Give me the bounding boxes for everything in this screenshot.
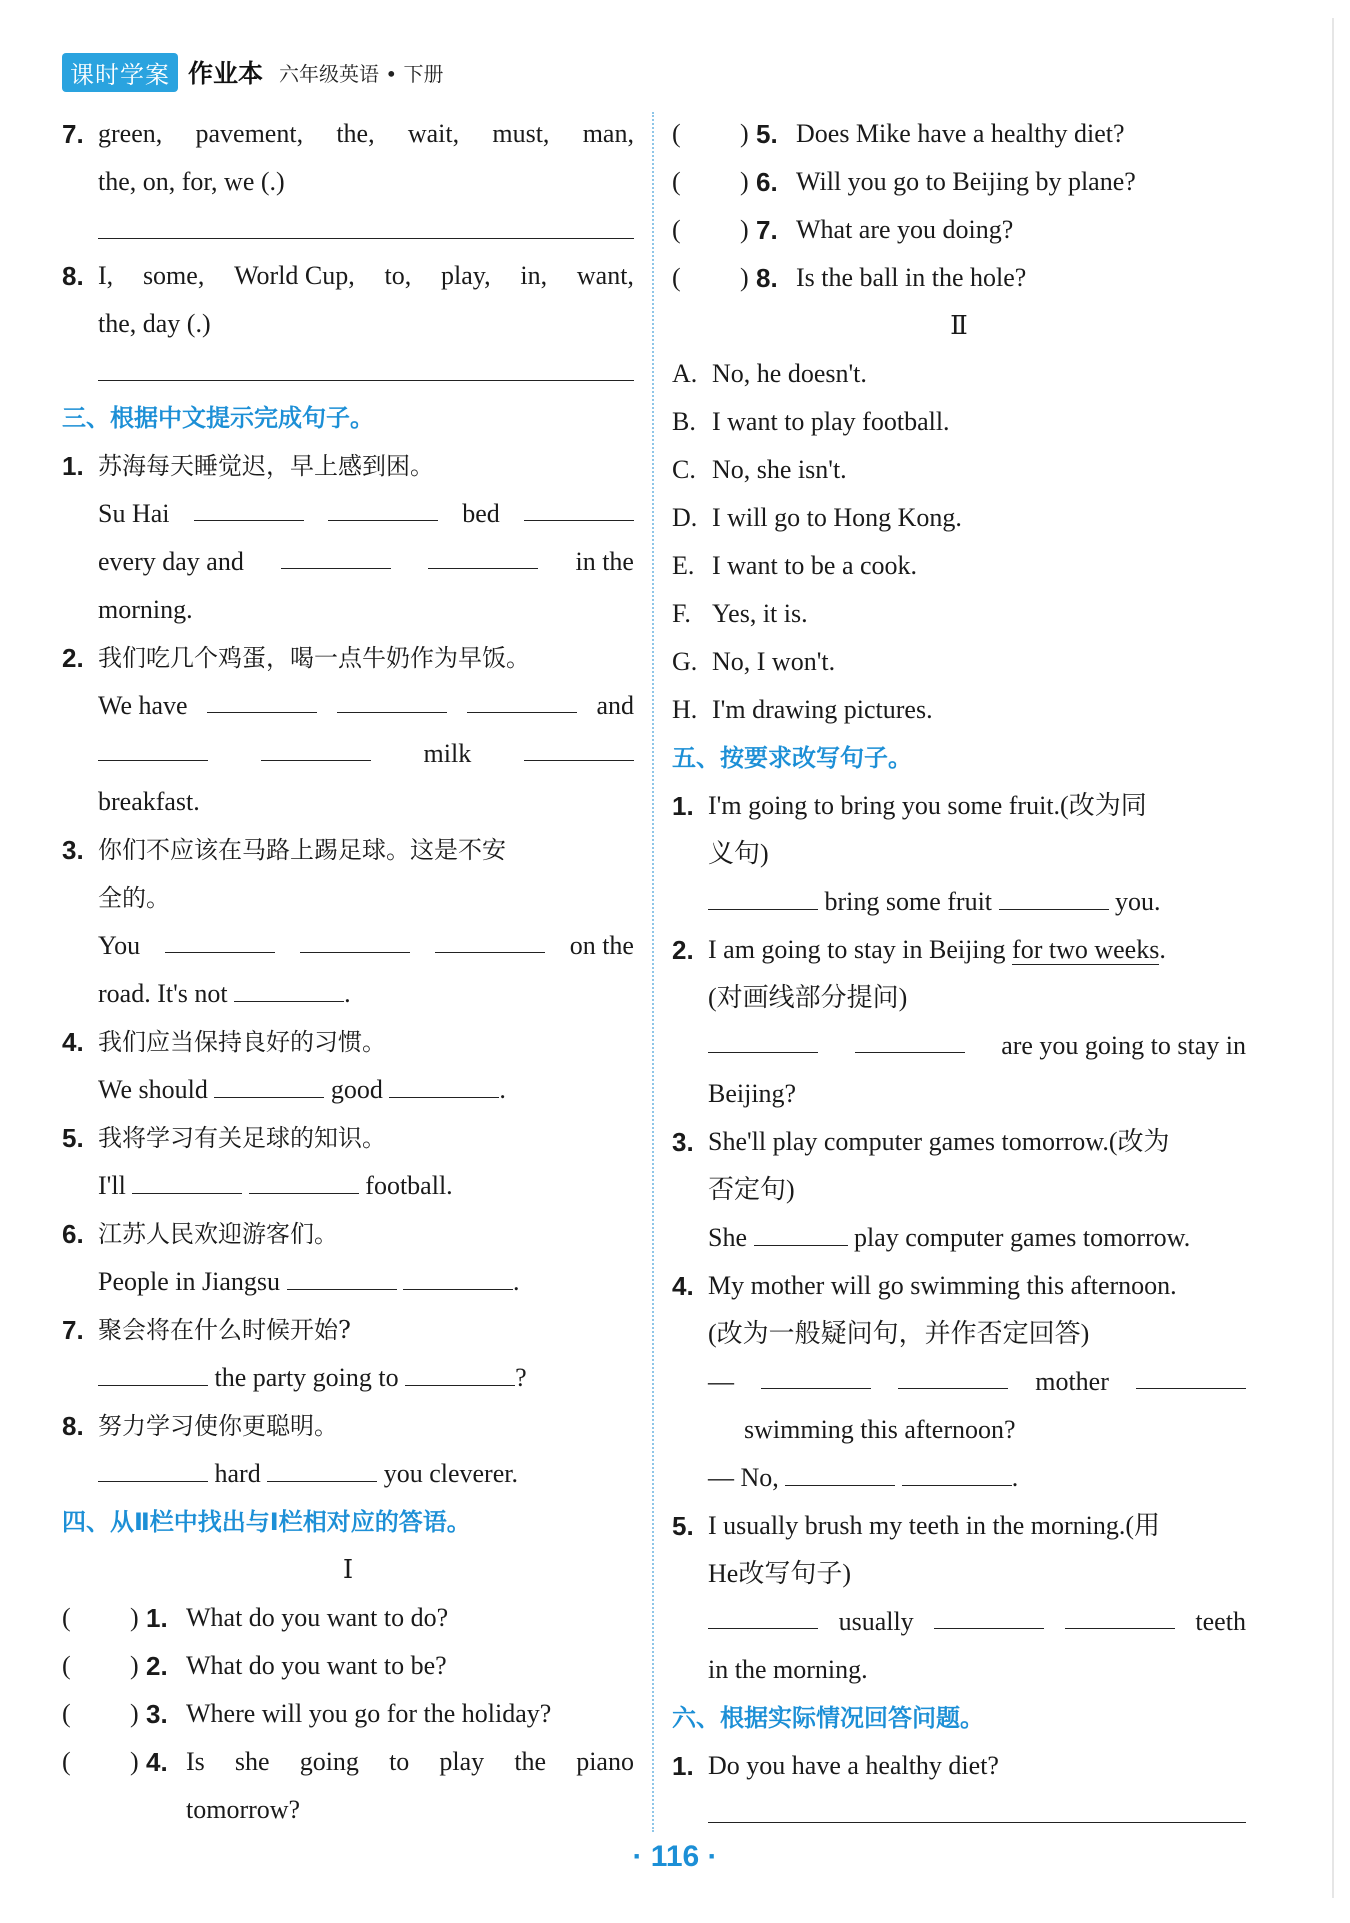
sentence [98,490,634,538]
s5-item5-l2 [672,1550,1246,1598]
fill-blank[interactable] [754,1215,848,1246]
text: breakfast. [98,787,200,816]
answer-blank[interactable] [708,1822,1246,1823]
text: . [513,1267,520,1296]
question-number: 3. [672,1127,694,1157]
chinese-prompt: 我们应当保持良好的习惯。 [98,1028,386,1056]
chinese-prompt: 我将学习有关足球的知识。 [98,1124,386,1152]
instruction [708,926,1246,974]
answer-paren-open[interactable]: ( [62,1603,71,1632]
fill-blank[interactable] [132,1163,242,1194]
match-item-2 [62,1642,634,1690]
text: bed [462,499,500,528]
question-text: tomorrow? [186,1795,301,1824]
fill-blank[interactable] [281,538,391,569]
s5-item5-l1 [672,1502,1246,1550]
option-text: I'm drawing pictures. [712,695,933,724]
question-text: What do you want to be? [186,1651,447,1680]
question-number: 5. [672,1511,694,1541]
fill-blank[interactable] [428,538,538,569]
answer-paren-close: ) [740,119,749,148]
fill-blank[interactable] [999,879,1109,910]
answer-paren-close: ) [740,167,749,196]
answer-paren-open[interactable]: ( [62,1651,71,1680]
section-3-title: 三、根据中文提示完成句子。 [62,404,374,432]
sentence [708,1022,1246,1070]
sentence [98,1450,634,1498]
sentence [708,1454,1246,1502]
fill-blank[interactable] [249,1163,359,1194]
question-text [186,1738,634,1786]
word: man, [582,119,634,148]
fill-blank[interactable] [467,682,577,713]
fill-blank[interactable] [405,1355,515,1386]
fill-blank[interactable] [902,1455,1012,1486]
instruction: (改为一般疑问句，并作否定回答) [708,1319,1090,1348]
book-title: 作业本 [188,59,264,88]
word: Is [186,1747,205,1776]
fill-blank[interactable] [267,1451,377,1482]
text: We have [98,691,188,720]
s5-item2-fill [672,1022,1246,1070]
instruction: 义句) [708,839,769,868]
sentence [98,538,634,586]
sentence [98,730,634,778]
word: the, [336,119,375,148]
chinese-prompt: 聚会将在什么时候开始? [98,1316,351,1344]
match-item-5 [672,110,1246,158]
fill-blank[interactable] [234,971,344,1002]
text: I am going to stay in Beijing [708,935,1006,964]
s3-item4-cn [62,1018,634,1066]
fill-blank[interactable] [328,490,438,521]
s5-item4-l1 [672,1262,1246,1310]
s5-item4-fill2 [672,1406,1246,1454]
s3-item7-cn [62,1306,634,1354]
text: play computer games tomorrow. [854,1223,1191,1252]
section-6-title: 六、根据实际情况回答问题。 [672,1704,984,1732]
text: Beijing? [708,1079,797,1108]
answer-paren-open[interactable]: ( [672,263,681,292]
match-item-4 [62,1738,634,1786]
word: the [514,1747,547,1776]
question-text: Do you have a healthy diet? [708,1751,999,1780]
fill-blank[interactable] [855,1022,965,1053]
instruction: I usually brush my teeth in the morning.(用 [708,1511,1161,1540]
answer-option-G [672,638,1246,686]
sentence [98,970,634,1018]
s5-item4-fill3 [672,1454,1246,1502]
instruction: My mother will go swimming this afternoon. [708,1271,1177,1300]
question-text: What do you want to do? [186,1603,449,1632]
text: hard [214,1459,261,1488]
column-divider [652,112,654,1832]
text: . [1011,1463,1019,1492]
fill-blank[interactable] [934,1598,1044,1629]
section-4-title: 四、从Ⅱ栏中找出与Ⅰ栏相对应的答语。 [62,1508,471,1536]
fill-blank[interactable] [389,1067,499,1098]
question-7-line2 [62,158,634,206]
word: some, [142,261,205,290]
word: I, [98,261,114,290]
s3-item3-en2 [62,970,634,1018]
fill-blank[interactable] [207,682,317,713]
sentence [98,682,634,730]
text: morning. [98,595,193,624]
word-list [98,252,634,300]
column-II-heading: Ⅱ [950,311,968,340]
chinese-prompt: 苏海每天睡觉迟，早上感到困。 [98,452,434,480]
option-text: No, I won't. [712,647,836,676]
question-number: 1. [62,451,84,481]
s3-item1-en3 [62,586,634,634]
text: in the morning. [708,1655,868,1684]
answer-paren-close: ) [130,1651,139,1680]
fill-blank[interactable] [435,922,545,953]
fill-blank[interactable] [300,922,410,953]
option-letter: E. [672,551,695,580]
fill-blank[interactable] [524,730,634,761]
question-number: 4. [146,1747,168,1777]
right-column [672,110,1246,1836]
text: football. [365,1171,453,1200]
question-number: 7. [756,215,778,245]
question-number: 4. [672,1271,694,1301]
question-7-line1 [62,110,634,158]
option-letter: A. [672,359,698,388]
answer-paren-open[interactable]: ( [62,1699,71,1728]
instruction: I'm going to bring you some fruit.(改为同 [708,791,1147,820]
chinese-prompt: 我们吃几个鸡蛋，喝一点牛奶作为早饭。 [98,644,530,672]
text: you cleverer. [383,1459,518,1488]
question-number: 6. [756,167,778,197]
text: I'll [98,1171,126,1200]
question-number: 2. [146,1651,168,1681]
option-letter: C. [672,455,696,484]
question-number: 3. [146,1699,168,1729]
page-number: · 116 · [632,1840,718,1873]
s3-item1-en1 [62,490,634,538]
sentence [708,1598,1246,1646]
text: milk [423,739,472,768]
answer-paren-open[interactable]: ( [672,215,681,244]
s3-item3-en1 [62,922,634,970]
s3-item4-en [62,1066,634,1114]
s3-item6-en [62,1258,634,1306]
s6-item1 [672,1742,1246,1790]
match-item-6 [672,158,1246,206]
question-8-line1 [62,252,634,300]
fill-blank[interactable] [98,730,208,761]
s5-item1-fill [672,878,1246,926]
fill-blank[interactable] [214,1067,324,1098]
question-number: 1. [672,1751,694,1781]
word: to, [384,261,412,290]
question-number: 1. [672,791,694,821]
word: play, [441,261,491,290]
text: . [1159,935,1166,964]
fill-blank[interactable] [98,1451,208,1482]
text: bring some fruit [824,887,993,916]
option-letter: B. [672,407,696,436]
question-8-line2 [62,300,634,348]
instruction: (对画线部分提问) [708,983,908,1012]
s5-item1-l1 [672,782,1246,830]
word: must, [492,119,550,148]
s5-item3-l2 [672,1166,1246,1214]
s3-item3-cn2 [62,874,634,922]
question-number: 3. [62,835,84,865]
fill-blank[interactable] [165,922,275,953]
option-text: I want to play football. [712,407,950,436]
answer-option-F [672,590,1246,638]
text: on the [569,931,634,960]
s3-item1-en2 [62,538,634,586]
s3-item5-cn [62,1114,634,1162]
answer-paren-close: ) [740,215,749,244]
word: World Cup, [234,261,355,290]
s5-item1-l2 [672,830,1246,878]
word: pavement, [195,119,304,148]
text: the party going to [214,1363,399,1392]
option-text: No, he doesn't. [712,359,867,388]
question-number: 6. [62,1219,84,1249]
match-item-3 [62,1690,634,1738]
text: — No, [708,1463,779,1492]
answer-paren-close: ) [130,1699,139,1728]
s5-item3-fill [672,1214,1246,1262]
sentence [98,1066,634,1114]
s5-item5-fill2 [672,1646,1246,1694]
word: play [439,1747,485,1776]
option-letter: H. [672,695,698,724]
option-text: Yes, it is. [712,599,808,628]
text: mother [1035,1367,1109,1396]
sentence [98,922,634,970]
question-number: 5. [62,1123,84,1153]
word-list-end: the, day (.) [98,309,211,338]
s3-item8-cn [62,1402,634,1450]
page-header [62,54,444,90]
question-number: 8. [756,263,778,293]
text: usually [838,1607,914,1636]
fill-blank[interactable] [898,1358,1008,1389]
text: teeth [1195,1607,1246,1636]
option-text: I want to be a cook. [712,551,918,580]
section-5-title: 五、按要求改写句子。 [672,744,912,772]
sentence [98,1354,634,1402]
option-letter: F. [672,599,691,628]
word-list [98,110,634,158]
question-number: 7. [62,119,84,149]
chinese-prompt: 努力学习使你更聪明。 [98,1412,338,1440]
sentence [708,1358,1246,1406]
text: swimming this afternoon? [744,1415,1016,1444]
underlined-phrase: for two weeks [1012,935,1160,964]
fill-blank[interactable] [708,1022,818,1053]
fill-blank[interactable] [1065,1598,1175,1629]
option-letter: G. [672,647,698,676]
answer-blank[interactable] [98,380,634,381]
instruction: She'll play computer games tomorrow.(改为 [708,1127,1170,1156]
question-text: Will you go to Beijing by plane? [796,167,1136,196]
chinese-prompt: 你们不应该在马路上踢足球。这是不安 [98,836,506,864]
question-number: 2. [62,643,84,673]
word: green, [98,119,163,148]
book-subtitle: 六年级英语 • 下册 [279,61,444,86]
match-item-7 [672,206,1246,254]
instruction: 否定句) [708,1175,795,1204]
answer-option-C [672,446,1246,494]
s5-item2-l2 [672,974,1246,1022]
s3-item2-cn [62,634,634,682]
s3-item8-en [62,1450,634,1498]
question-text: Does Mike have a healthy diet? [796,119,1125,148]
answer-paren-close: ) [130,1603,139,1632]
s3-item7-en [62,1354,634,1402]
question-text: Where will you go for the holiday? [186,1699,552,1728]
text: She [708,1223,747,1252]
s3-item3-cn1 [62,826,634,874]
sentence [708,1214,1246,1262]
answer-option-H [672,686,1246,734]
brand-logo: 课时学案 [62,53,178,92]
s3-item5-en [62,1162,634,1210]
fill-blank[interactable] [524,490,634,521]
match-item-1 [62,1594,634,1642]
word: piano [576,1747,634,1776]
page-edge [1332,18,1334,1898]
sentence [98,1258,634,1306]
question-number: 2. [672,935,694,965]
fill-blank[interactable] [194,490,304,521]
sentence [98,1162,634,1210]
fill-blank[interactable] [261,730,371,761]
text: every day and [98,547,244,576]
text: Su Hai [98,499,170,528]
fill-blank[interactable] [785,1455,895,1486]
word: want, [576,261,634,290]
fill-blank[interactable] [98,1355,208,1386]
left-column [62,110,634,1834]
fill-blank[interactable] [761,1358,871,1389]
option-text: No, she isn't. [712,455,847,484]
option-text: I will go to Hong Kong. [712,503,962,532]
answer-option-D [672,494,1246,542]
fill-blank[interactable] [708,1598,818,1629]
sentence [708,878,1246,926]
match-item-8 [672,254,1246,302]
s5-item4-fill1 [672,1358,1246,1406]
answer-paren-open[interactable]: ( [672,119,681,148]
answer-paren-close: ) [740,263,749,292]
s5-item3-l1 [672,1118,1246,1166]
word: to [389,1747,410,1776]
fill-blank[interactable] [337,682,447,713]
answer-paren-close: ) [130,1747,139,1776]
column-I-heading: Ⅰ [342,1555,354,1584]
answer-option-B [672,398,1246,446]
s5-item2-fill2 [672,1070,1246,1118]
answer-line[interactable] [62,348,634,394]
s3-item2-en2 [62,730,634,778]
s3-item2-en3 [62,778,634,826]
word: she [234,1747,270,1776]
s3-item1-cn [62,442,634,490]
question-number: 1. [146,1603,168,1633]
fill-blank[interactable] [403,1259,513,1290]
question-text: Is the ball in the hole? [796,263,1027,292]
question-number: 5. [756,119,778,149]
word: in, [520,261,548,290]
text: you. [1115,887,1161,916]
text: and [596,691,634,720]
text: road. It's not [98,979,228,1008]
text: ? [515,1363,527,1392]
question-number: 8. [62,261,84,291]
s3-item2-en1 [62,682,634,730]
answer-option-A [672,350,1246,398]
instruction: He改写句子) [708,1559,851,1588]
text: . [344,979,351,1008]
text: People in Jiangsu [98,1267,280,1296]
answer-blank[interactable] [98,238,634,239]
dash: — [708,1367,734,1396]
word-list-end: the, on, for, we (.) [98,167,285,196]
fill-blank[interactable] [287,1259,397,1290]
text: You [98,931,141,960]
answer-paren-open[interactable]: ( [62,1747,71,1776]
answer-paren-open[interactable]: ( [672,167,681,196]
question-number: 4. [62,1027,84,1057]
word: going [299,1747,359,1776]
text: are you going to stay in [1001,1031,1246,1060]
question-number: 7. [62,1315,84,1345]
answer-line[interactable] [62,206,634,252]
fill-blank[interactable] [1136,1358,1246,1389]
chinese-prompt: 全的。 [98,884,170,912]
s3-item6-cn [62,1210,634,1258]
answer-line[interactable] [672,1790,1246,1836]
text: We should [98,1075,208,1104]
s5-item2-l1 [672,926,1246,974]
question-text: What are you doing? [796,215,1014,244]
text: good [330,1075,383,1104]
s5-item4-l2 [672,1310,1246,1358]
text: in the [575,547,634,576]
question-number: 8. [62,1411,84,1441]
match-item-4-cont [62,1786,634,1834]
option-letter: D. [672,503,698,532]
text: . [499,1075,506,1104]
answer-option-E [672,542,1246,590]
fill-blank[interactable] [708,879,818,910]
word: wait, [407,119,460,148]
chinese-prompt: 江苏人民欢迎游客们。 [98,1220,338,1248]
s5-item5-fill1 [672,1598,1246,1646]
